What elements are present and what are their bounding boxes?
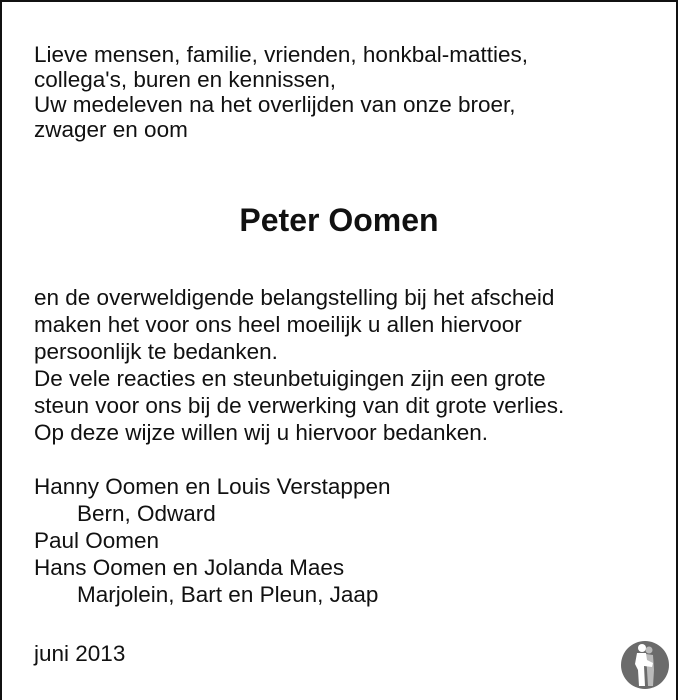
signature-line: Hans Oomen en Jolanda Maes (34, 555, 345, 580)
intro-line: zwager en oom (34, 117, 188, 142)
date-text: juni 2013 (34, 641, 126, 666)
body-line: persoonlijk te bedanken. (34, 339, 278, 364)
deceased-name: Peter Oomen (239, 202, 439, 238)
signature-line: Bern, Odward (77, 501, 216, 526)
body-line: maken het voor ons heel moeilijk u allen hiervoor (34, 312, 522, 337)
signature-line: Marjolein, Bart en Pleun, Jaap (77, 582, 379, 607)
date (34, 640, 125, 667)
body-line: De vele reacties en steunbetuigingen zijn een grote (34, 366, 546, 391)
body-line: Op deze wijze willen wij u hiervoor bedanken. (34, 420, 488, 445)
signatures (34, 473, 390, 608)
embracing-figures-logo-icon (620, 640, 670, 690)
intro-text (34, 42, 528, 142)
body-text (34, 284, 564, 446)
signature-line: Hanny Oomen en Louis Verstappen (34, 474, 391, 499)
body-line: en de overweldigende belangstelling bij het afscheid (34, 285, 555, 310)
signature-line: Paul Oomen (34, 528, 160, 553)
intro-line: Lieve mensen, familie, vrienden, honkbal-matties, (34, 42, 529, 67)
body-line: steun voor ons bij de verwerking van dit grote verlies. (34, 393, 565, 418)
intro-line: collega's, buren en kennissen, (34, 67, 336, 92)
intro-line: Uw medeleven na het overlijden van onze broer, (34, 92, 516, 117)
